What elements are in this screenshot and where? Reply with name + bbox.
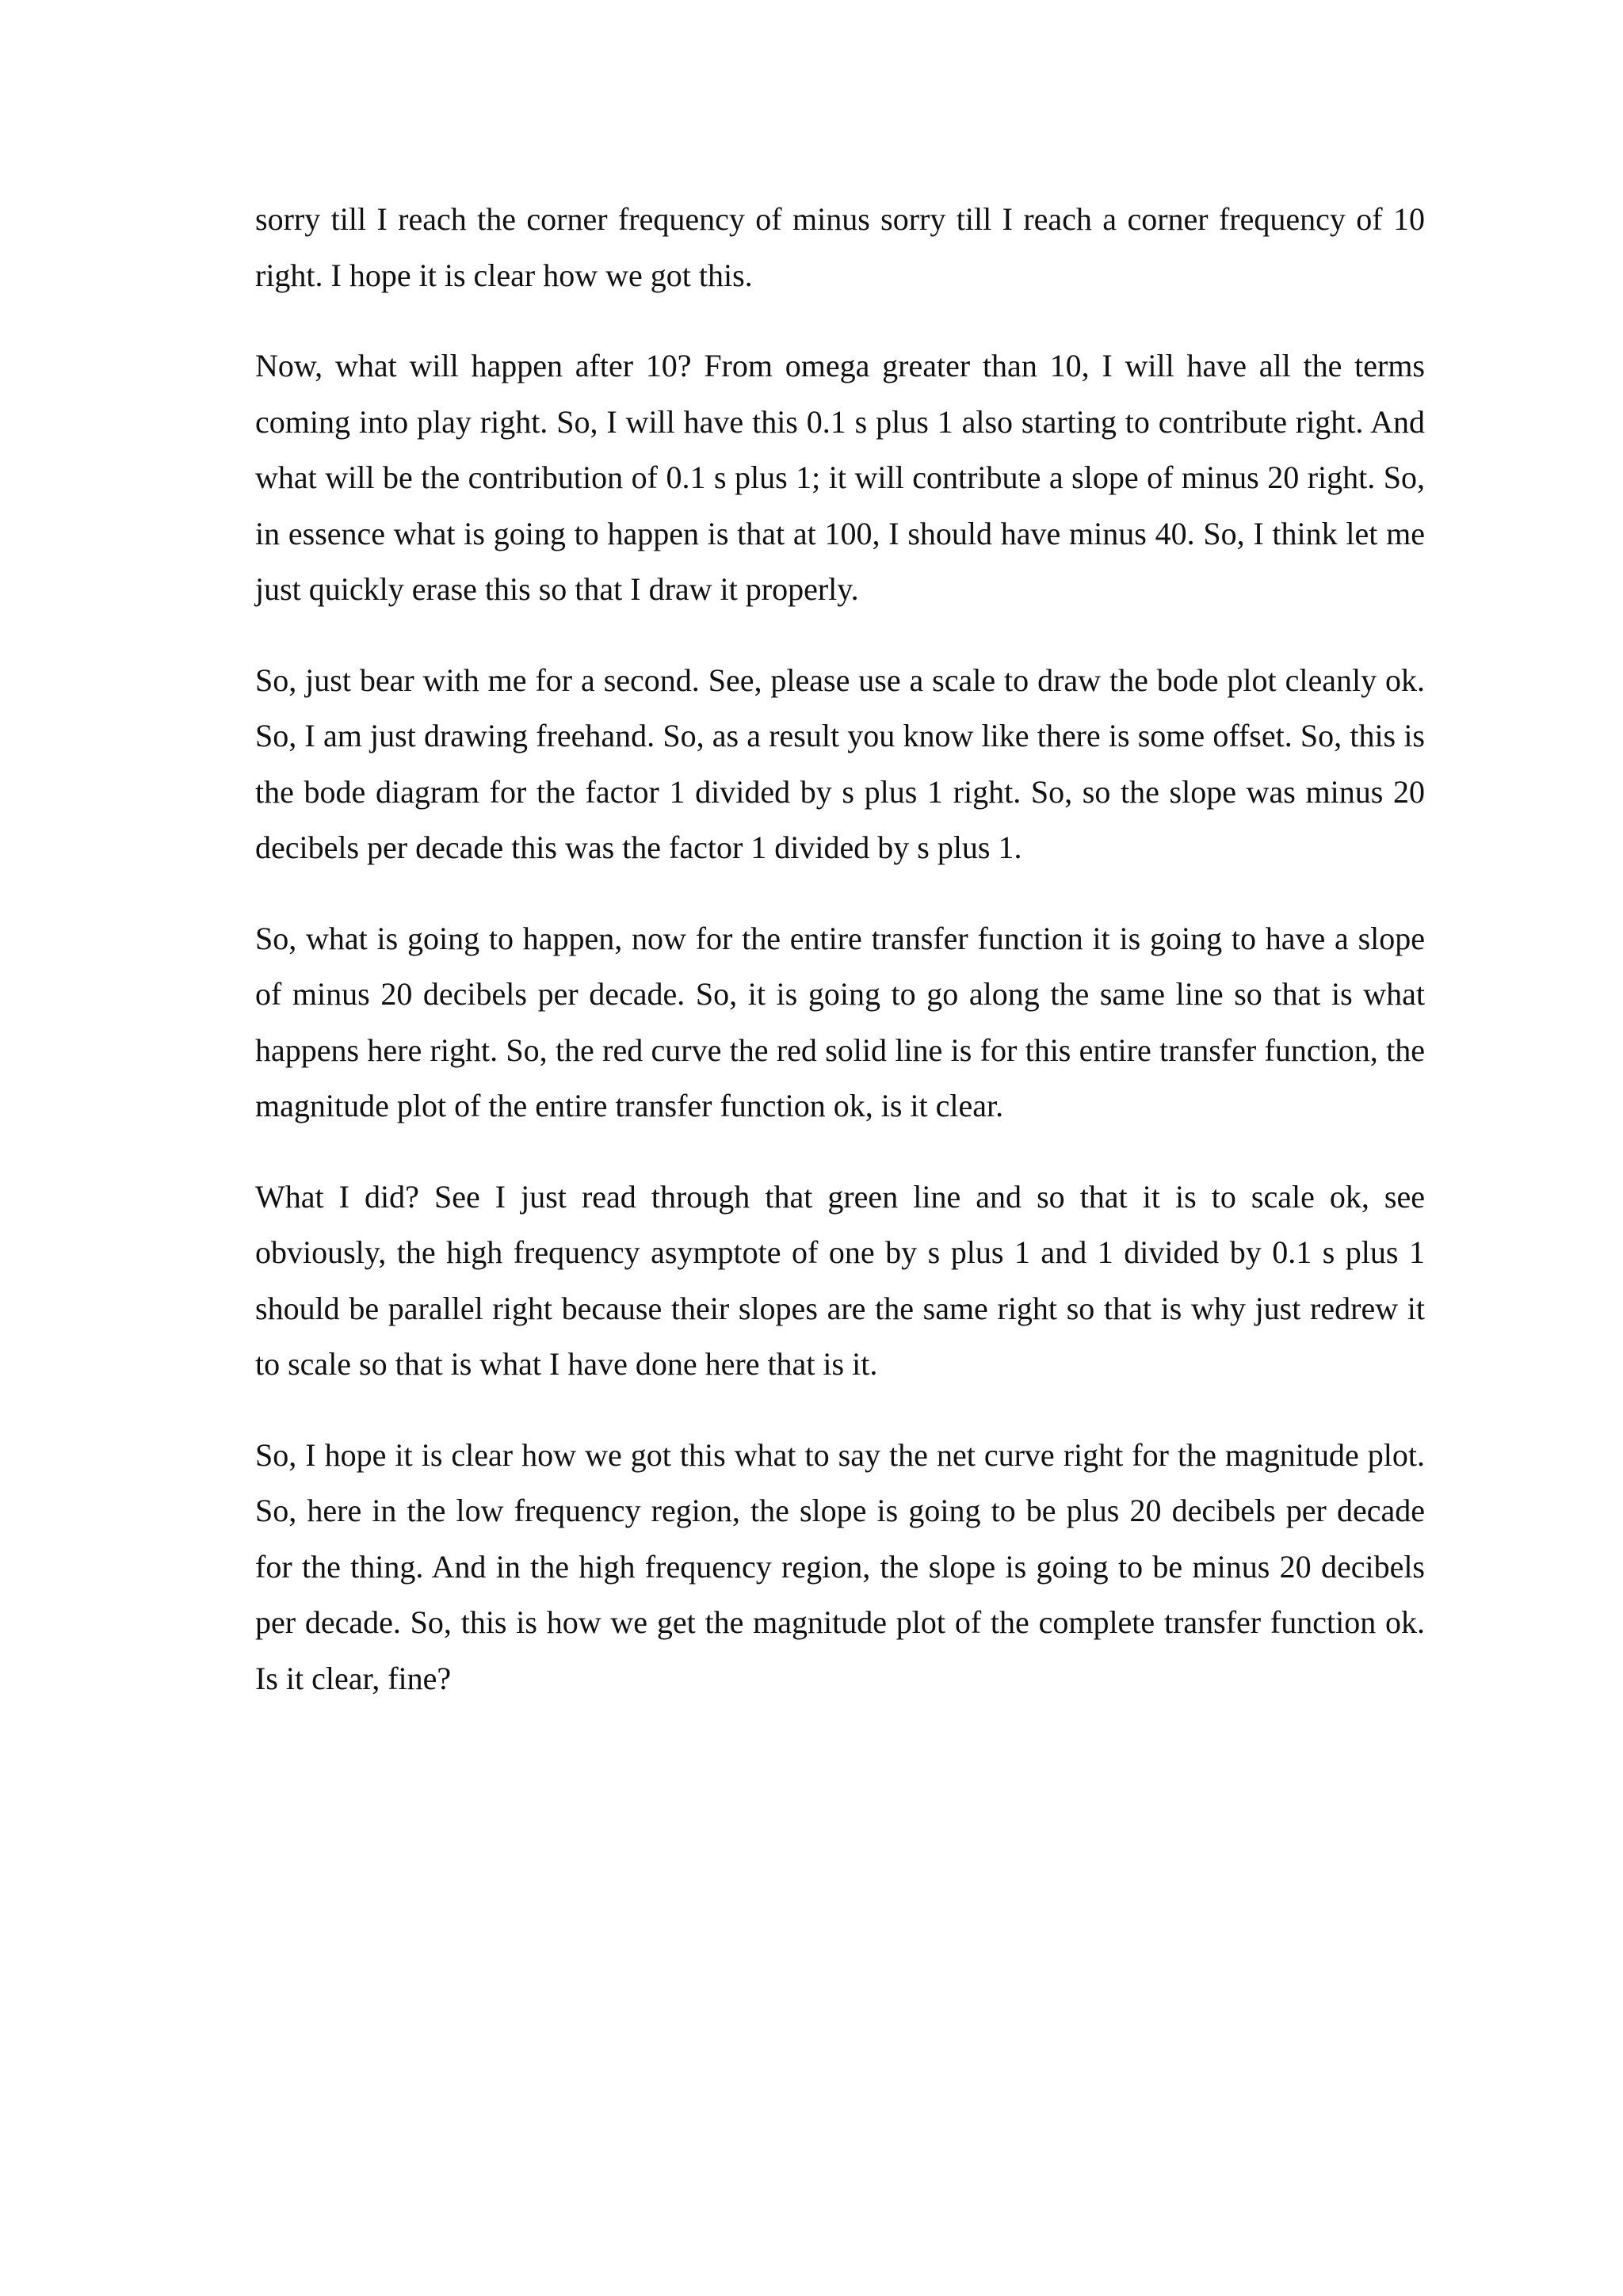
paragraph-4: So, what is going to happen, now for the entire transfer function it is going to have a slope of minus 20 decibels per decade. So, it is going to go along the same line so that is what happens here right. So, the red curve the red solid line is for this entire transfer function, the magnitude plot of the entire transfer function ok, is it clear. [255, 920, 1425, 1123]
transcript-body [255, 192, 1425, 1741]
paragraph-1: sorry till I reach the corner frequency of minus sorry till I reach a corner frequency of 10 right. I hope it is clear how we got this. [255, 201, 1425, 293]
paragraph-2: Now, what will happen after 10? From omega greater than 10, I will have all the terms coming into play right. So, I will have this 0.1 s plus 1 also starting to contribute right. And what will be the contribution of 0.1 s plus 1; it will contribute a slope of minus 20 right. So, in essence what is going to happen is that at 100, I should have minus 40. So, I think let me just quickly erase this so that I draw it properly. [255, 348, 1425, 607]
paragraph-5: What I did? See I just read through that green line and so that it is to scale ok, see obviously, the high frequency asymptote of one by s plus 1 and 1 divided by 0.1 s plus 1 should be parallel right because their slopes are the same right so that is why just redrew it to scale so that is what I have done here that is it. [255, 1178, 1425, 1382]
paragraph-6: So, I hope it is clear how we got this what to say the net curve right for the magnitude plot. So, here in the low frequency region, the slope is going to be plus 20 decibels per decade for the thing. And in the high frequency region, the slope is going to be minus 20 decibels per decade. So, this is how we get the magnitude plot of the complete transfer function ok. Is it clear, fine? [255, 1436, 1425, 1696]
paragraph-3: So, just bear with me for a second. See, please use a scale to draw the bode plot cleanly ok. So, I am just drawing freehand. So, as a result you know like there is some offset. So, this is the bode diagram for the factor 1 divided by s plus 1 right. So, so the slope was minus 20 decibels per decade this was the factor 1 divided by s plus 1. [255, 662, 1425, 865]
